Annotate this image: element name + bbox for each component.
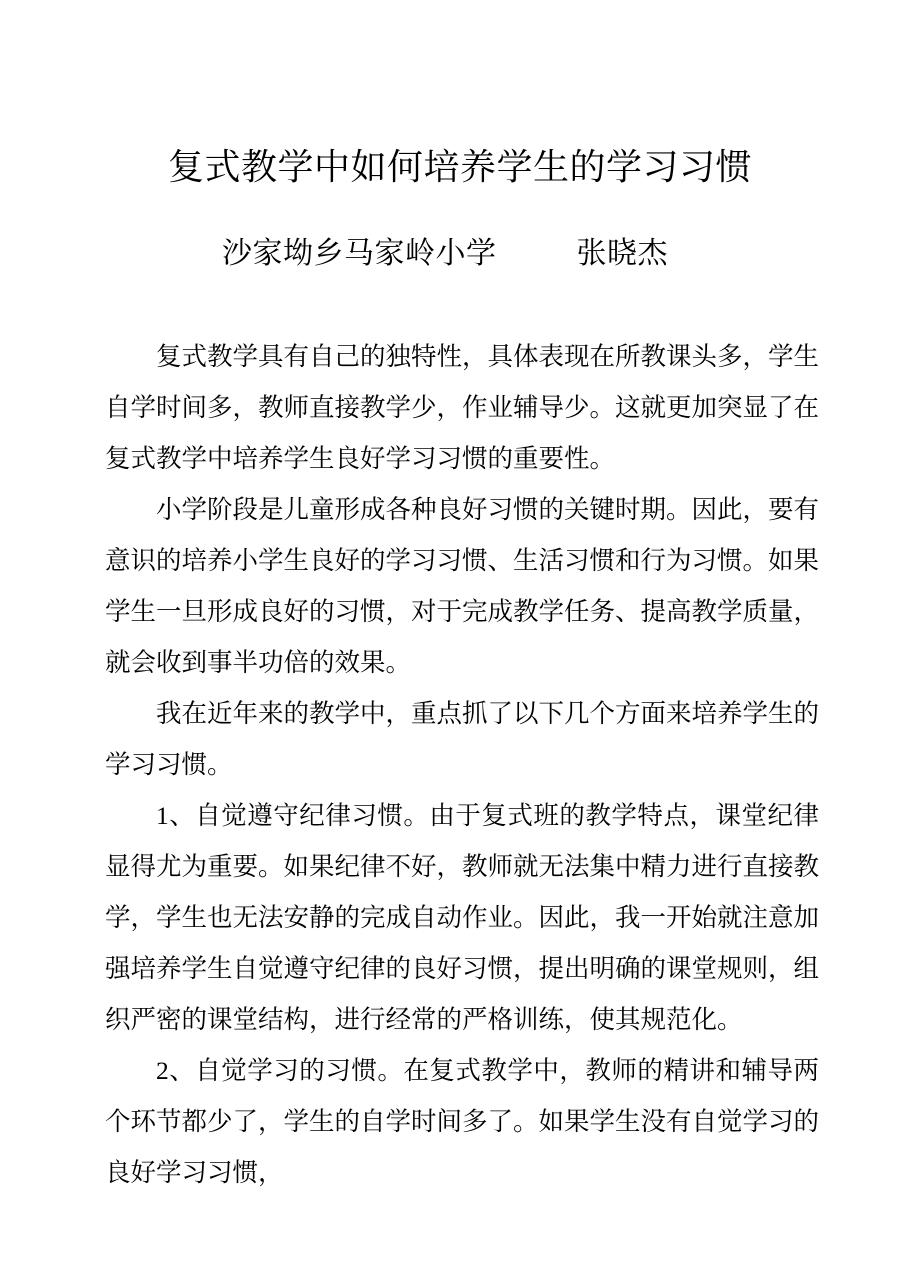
page-title: 复式教学中如何培养学生的学习习惯: [167, 147, 752, 188]
paragraph-item-2: 2、自觉学习的习惯。在复式教学中，教师的精讲和辅导两个环节都少了，学生的自学时间多了。如果学生没有自觉学习的良好学习习惯，: [105, 1056, 820, 1187]
document-body: [105, 331, 819, 1198]
paragraph: 复式教学具有自己的独特性，具体表现在所教课头多，学生自学时间多，教师直接教学少，作业辅导少。这就更加突显了在复式教学中培养学生良好学习习惯的重要性。: [105, 342, 820, 473]
byline: 沙家坳乡马家岭小学 张晓杰: [222, 237, 668, 270]
paragraph: 小学阶段是儿童形成各种良好习惯的关键时期。因此，要有意识的培养小学生良好的学习习惯、生活习惯和行为习惯。如果学生一旦形成良好的习惯，对于完成教学任务、提高教学质量，就会收到事半功倍的效果。: [105, 495, 820, 677]
paragraph-item-1: 1、自觉遵守纪律习惯。由于复式班的教学特点，课堂纪律显得尤为重要。如果纪律不好，教师就无法集中精力进行直接教学，学生也无法安静的完成自动作业。因此，我一开始就注意加强培养学生自觉遵守纪律的良好习惯，提出明确的课堂规则，组织严密的课堂结构，进行经常的严格训练，使其规范化。: [105, 801, 820, 1034]
paragraph: 我在近年来的教学中，重点抓了以下几个方面来培养学生的学习习惯。: [105, 699, 820, 779]
